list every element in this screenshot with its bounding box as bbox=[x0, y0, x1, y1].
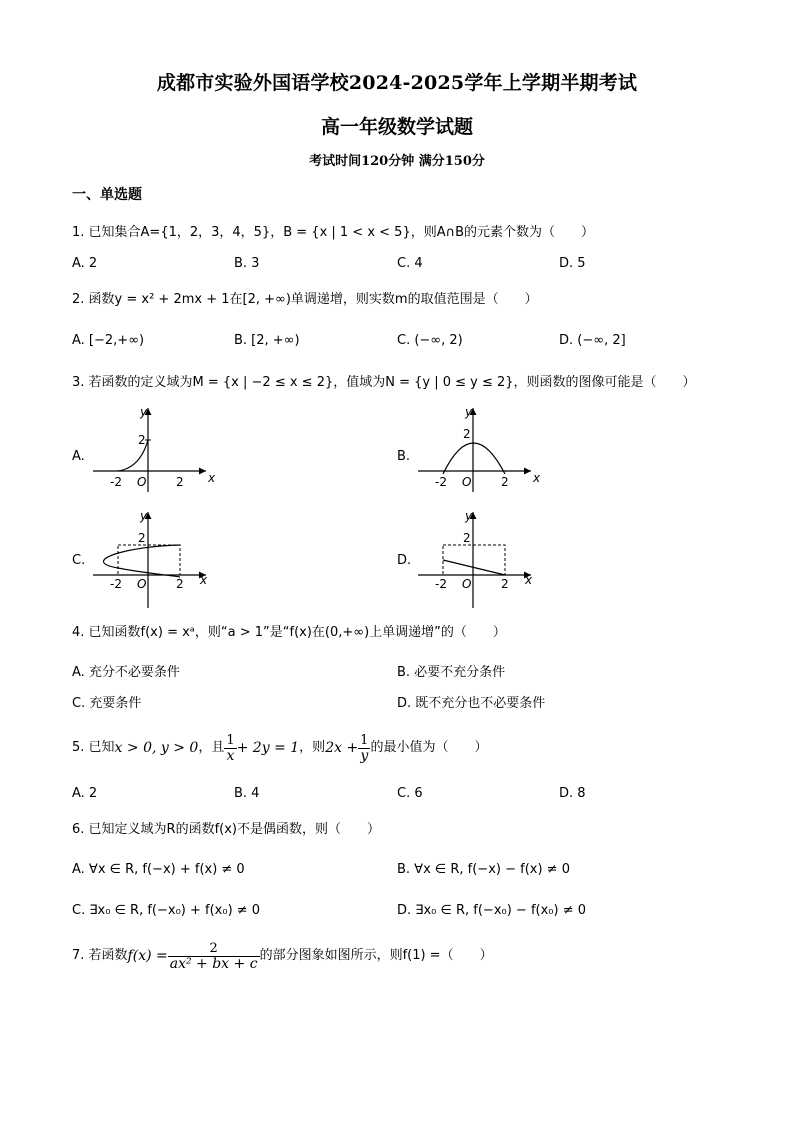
question-1-text: 1. 已知集合A={1，2，3，4，5}，B = {x | 1 < x < 5}，则A∩B的元素个数为（ ） bbox=[72, 225, 595, 240]
q6-option-d: D. ∃x₀ ∈ R, f(−x₀) − f(x₀) ≠ 0 bbox=[397, 903, 587, 918]
label-x-two: 2 bbox=[501, 475, 509, 489]
question-2-text: 2. 函数y = x² + 2mx + 1在[2, +∞)单调递增，则实数m的取值范围是（ ） bbox=[72, 292, 538, 307]
q7-prefix: 7. 若函数 bbox=[72, 948, 128, 963]
graph-c bbox=[88, 506, 218, 610]
q6-option-b: B. ∀x ∈ R, f(−x) − f(x) ≠ 0 bbox=[397, 862, 570, 877]
question-7-text bbox=[72, 934, 493, 978]
q5-option-a: A. 2 bbox=[72, 786, 98, 801]
q5-option-d: D. 8 bbox=[559, 786, 586, 801]
label-origin: O bbox=[137, 577, 147, 591]
q1-option-c: C. 4 bbox=[397, 256, 423, 271]
label-x-two: 2 bbox=[176, 577, 184, 591]
label-x-two: 2 bbox=[501, 577, 509, 591]
label-origin: O bbox=[137, 475, 147, 489]
dashed-box bbox=[118, 545, 180, 575]
q3-option-c: C. bbox=[72, 553, 86, 568]
label-neg2: -2 bbox=[110, 577, 122, 591]
q2-option-a: A. [−2,+∞) bbox=[72, 333, 145, 348]
exam-title: 成都市实验外国语学校2024-2025学年上学期半期考试 bbox=[156, 72, 638, 94]
label-neg2: -2 bbox=[435, 475, 447, 489]
graph-d bbox=[413, 506, 543, 610]
question-4-text: 4. 已知函数f(x) = xᵃ，则“a > 1”是“f(x)在(0,+∞)上单调递增”的（ ） bbox=[72, 625, 506, 640]
question-5-text bbox=[72, 728, 487, 768]
q5-mid2: + 2y = 1 bbox=[236, 740, 300, 756]
label-origin: O bbox=[462, 475, 472, 489]
q5-expr: 2x + bbox=[325, 740, 359, 756]
dashed-box bbox=[443, 545, 505, 575]
exam-subtitle: 高一年级数学试题 bbox=[320, 116, 473, 138]
q4-option-d: D. 既不充分也不必要条件 bbox=[397, 696, 546, 711]
q2-option-d: D. (−∞, 2] bbox=[559, 333, 626, 348]
section-title: 一、单选题 bbox=[72, 187, 142, 203]
q5-option-b: B. 4 bbox=[234, 786, 260, 801]
label-y-two: 2 bbox=[463, 531, 471, 545]
curve bbox=[443, 443, 505, 474]
q7-fraction bbox=[168, 941, 260, 972]
q5-mid: ，且 bbox=[198, 740, 225, 755]
q5-frac1-den: x bbox=[224, 748, 236, 764]
label-neg2: -2 bbox=[435, 577, 447, 591]
q5-suffix: 的最小值为（ ） bbox=[370, 740, 488, 755]
label-y: y bbox=[140, 509, 148, 523]
graph-b bbox=[413, 402, 543, 494]
q5-frac2-num: 1 bbox=[360, 732, 369, 748]
label-origin: O bbox=[462, 577, 472, 591]
label-x: x bbox=[200, 573, 208, 587]
label-x: x bbox=[533, 471, 541, 485]
label-y-two: 2 bbox=[463, 427, 471, 441]
label-x: x bbox=[208, 471, 216, 485]
q2-option-c: C. (−∞, 2) bbox=[397, 333, 463, 348]
q5-fraction-1 bbox=[224, 733, 236, 764]
label-x-two: 2 bbox=[176, 475, 184, 489]
label-y-two: 2 bbox=[138, 433, 146, 447]
q4-option-b: B. 必要不充分条件 bbox=[397, 665, 506, 680]
label-y: y bbox=[140, 405, 148, 419]
q1-option-a: A. 2 bbox=[72, 256, 98, 271]
label-y-two: 2 bbox=[138, 531, 146, 545]
q7-numerator: 2 bbox=[209, 940, 218, 956]
curve bbox=[103, 545, 180, 577]
q1-option-b: B. 3 bbox=[234, 256, 260, 271]
q7-denominator: ax² + bx + c bbox=[169, 955, 258, 972]
q5-option-c: C. 6 bbox=[397, 786, 423, 801]
q4-option-a: A. 充分不必要条件 bbox=[72, 665, 180, 680]
graph-a bbox=[88, 402, 218, 494]
label-y: y bbox=[465, 405, 473, 419]
q5-mid3: ，则 bbox=[299, 740, 326, 755]
q6-option-a: A. ∀x ∈ R, f(−x) + f(x) ≠ 0 bbox=[72, 862, 245, 877]
q5-fraction-2 bbox=[358, 733, 370, 764]
segment bbox=[443, 560, 505, 575]
question-3-text: 3. 若函数的定义域为M = {x | −2 ≤ x ≤ 2}，值域为N = {y | 0 ≤ y ≤ 2}，则函数的图像可能是（ ） bbox=[72, 375, 696, 390]
q7-suffix: 的部分图象如图所示，则f(1) =（ ） bbox=[259, 948, 493, 963]
q5-frac1-num: 1 bbox=[226, 732, 235, 748]
q5-condition: x > 0, y > 0 bbox=[114, 740, 199, 756]
label-neg2: -2 bbox=[110, 475, 122, 489]
q7-lhs: f(x) = bbox=[127, 948, 168, 964]
q6-option-c: C. ∃x₀ ∈ R, f(−x₀) + f(x₀) ≠ 0 bbox=[72, 903, 261, 918]
q5-frac2-den: y bbox=[358, 748, 370, 764]
q3-option-d: D. bbox=[397, 553, 412, 568]
q3-option-a: A. bbox=[72, 449, 85, 464]
q2-option-b: B. [2, +∞) bbox=[234, 333, 300, 348]
question-6-text: 6. 已知定义域为R的函数f(x)不是偶函数，则（ ） bbox=[72, 822, 380, 837]
label-y: y bbox=[465, 509, 473, 523]
q1-option-d: D. 5 bbox=[559, 256, 586, 271]
exam-meta: 考试时间120分钟 满分150分 bbox=[309, 154, 485, 169]
label-x: x bbox=[525, 573, 533, 587]
q3-option-b: B. bbox=[397, 449, 411, 464]
q5-prefix: 5. 已知 bbox=[72, 740, 115, 755]
q4-option-c: C. 充要条件 bbox=[72, 696, 142, 711]
